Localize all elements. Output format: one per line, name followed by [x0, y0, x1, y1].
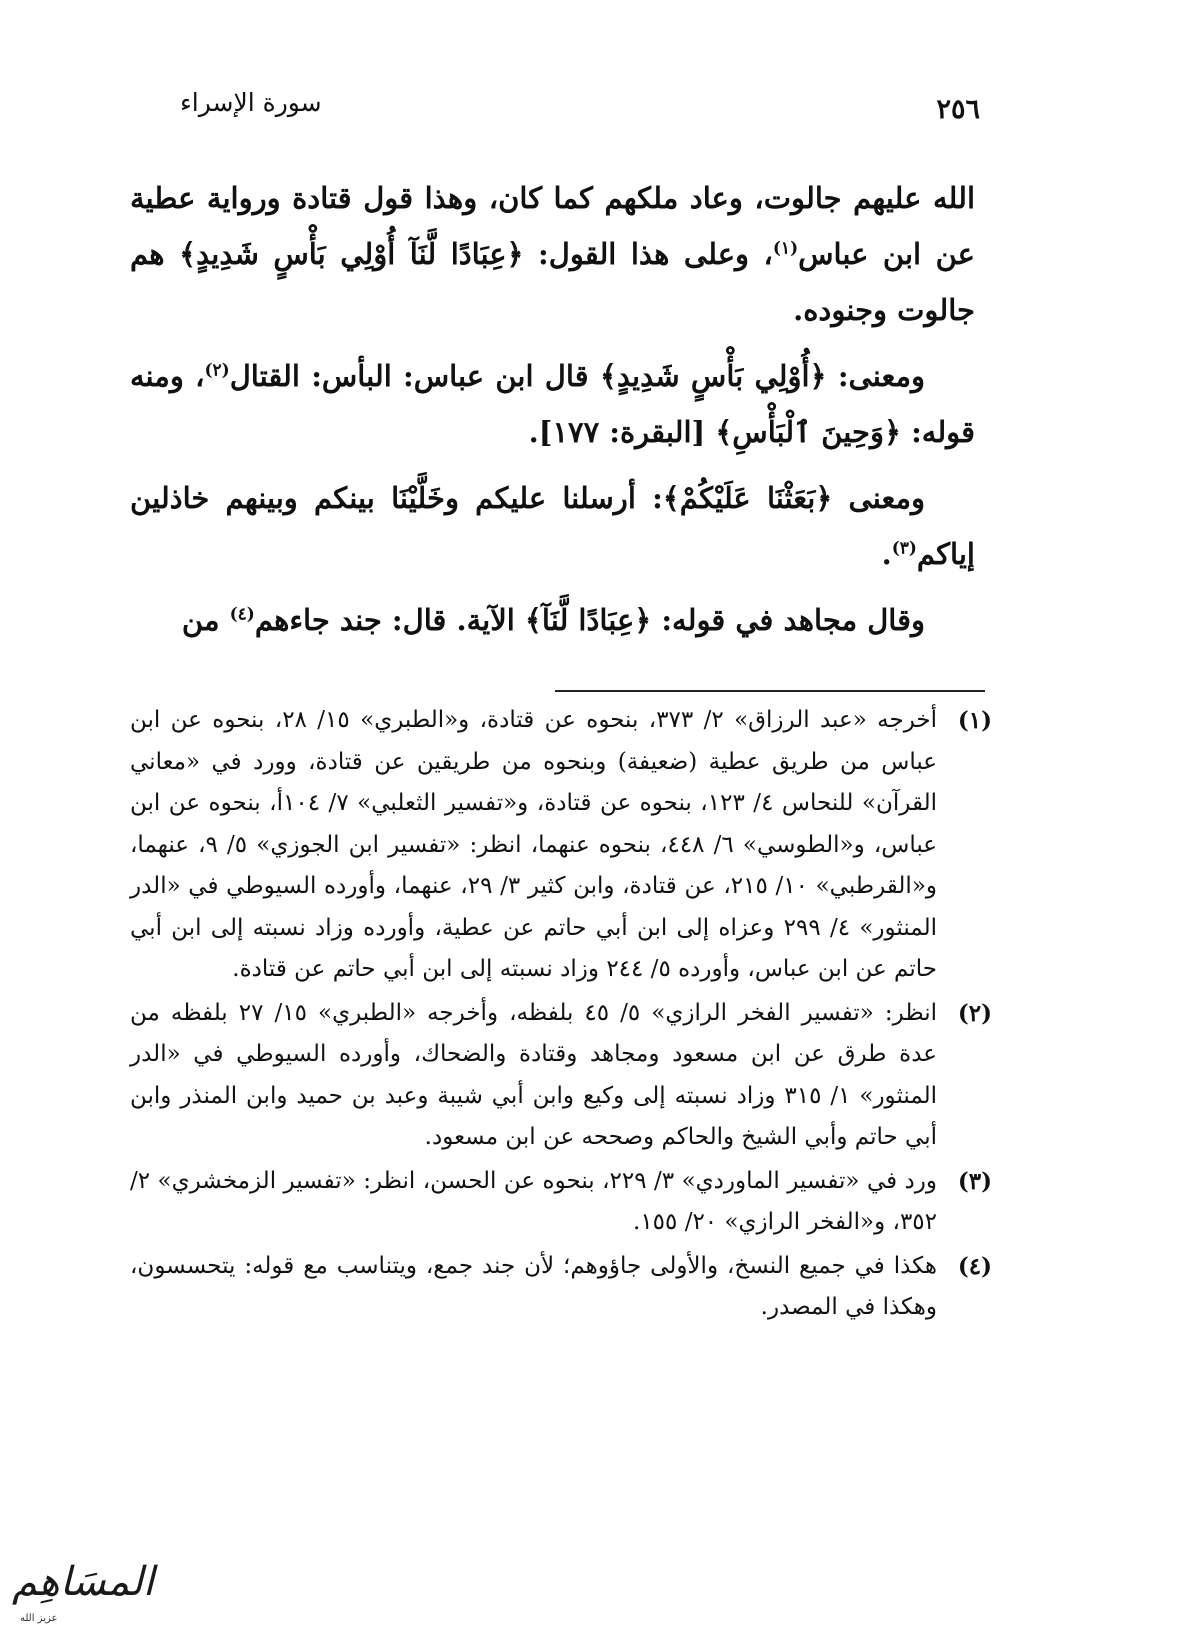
- paragraph-2-text: ومعنى: ﴿أُوْلِي بَأْسٍ شَدِيدٍ﴾ قال ابن عباس: البأس: القتال: [229, 359, 925, 393]
- footnote: [130, 1246, 992, 1329]
- paragraph-4-tail: من: [181, 603, 230, 637]
- paragraph-1-text: الله عليهم جالوت، وعاد ملكهم كما كان، وهذا قول قتادة ورواية عطية عن ابن عباس: [130, 181, 975, 271]
- paragraph-2: [130, 348, 975, 460]
- footnote-number: (٣): [957, 1167, 992, 1195]
- footnote-text: هكذا في جميع النسخ، والأولى جاؤوهم؛ لأن جند جمع، ويتناسب مع قوله: يتحسسون، وهكذا في المصدر.: [130, 1252, 937, 1320]
- footnotes: [130, 700, 992, 1331]
- paragraph-4: [130, 592, 975, 648]
- paragraph-3: [130, 470, 975, 582]
- paragraph-3-tail: .: [881, 537, 892, 571]
- paragraph-3-text: ومعنى ﴿بَعَثْنَا عَلَيْكُمْ﴾: أرسلنا عليكم وخَلَّيْنَا بينكم وبينهم خاذلين إياكم: [130, 481, 975, 571]
- paragraph-1: [130, 170, 975, 338]
- logo-subtext: عزيز الله: [20, 1613, 58, 1624]
- logo-text: المسَاهِم: [12, 1559, 155, 1605]
- footnote-divider: [555, 690, 985, 692]
- footnote-ref-4: (٤): [229, 604, 255, 625]
- footnote-number: (٤): [957, 1252, 992, 1280]
- footnote-ref-1: (١): [772, 238, 799, 259]
- footnote-number: (٢): [957, 999, 992, 1027]
- paragraph-2-tail: ، ومنه قوله: ﴿وَحِينَ ٱلْبَأْسِ﴾ [البقرة: ١٧٧].: [130, 359, 975, 449]
- footnote-ref-2: (٢): [204, 360, 230, 381]
- surah-title: سورة الإسراء: [180, 88, 322, 117]
- paragraph-4-text: وقال مجاهد في قوله: ﴿عِبَادًا لَّنَآ﴾ الآية. قال: جند جاءهم: [254, 603, 925, 637]
- publisher-logo: [6, 1555, 155, 1635]
- footnote: [130, 700, 992, 991]
- footnote-ref-3: (٣): [891, 538, 917, 559]
- footnote-text: أخرجه «عبد الرزاق» ٢/ ٣٧٣، بنحوه عن قتادة، و«الطبري» ١٥/ ٢٨، بنحوه عن ابن عباس من طريق عطية (ضعيفة) وبنحوه من طريقين عن قتادة، وورد في «معاني القرآن» للنحاس ٤/ ١٢٣، بنحوه عن قتادة، و«تفسير الثعلبي» ٧/ ١٠٤أ، بنحوه عن ابن عباس، و«الطوسي» ٦/ ٤٤٨، بنحوه عنهما، انظر: «تفسير ابن الجوزي» ٥/ ٩، عنهما، و«القرطبي» ١٠/ ٢١٥، عن قتادة، وابن كثير ٣/ ٢٩، عنهما، وأورده السيوطي في «الدر المنثور» ٤/ ٢٩٩ وعزاه إلى ابن أبي حاتم عن عطية، وأورده وزاد نسبته إلى ابن أبي حاتم عن ابن عباس، وأورده ٥/ ٢٤٤ وزاد نسبته إلى ابن أبي حاتم عن قتادة.: [130, 707, 938, 982]
- paragraph-1-tail: ، وعلى هذا القول: ﴿عِبَادًا لَّنَآ أُوْلِي بَأْسٍ شَدِيدٍ﴾ هم جالوت وجنوده.: [130, 237, 975, 327]
- main-text: [130, 170, 975, 658]
- page-number: ٢٥٦: [936, 94, 980, 125]
- footnote-text: ورد في «تفسير الماوردي» ٣/ ٢٢٩، بنحوه عن الحسن، انظر: «تفسير الزمخشري» ٢/ ٣٥٢، و«الفخر الرازي» ٢٠/ ١٥٥.: [130, 1167, 937, 1235]
- footnote: [130, 993, 992, 1159]
- footnote: [130, 1161, 992, 1244]
- footnote-number: (١): [957, 707, 992, 734]
- footnote-text: انظر: «تفسير الفخر الرازي» ٥/ ٤٥ بلفظه، وأخرجه «الطبري» ١٥/ ٢٧ بلفظه من عدة طرق عن ابن مسعود ومجاهد وقتادة والضحاك، وأورده السيوطي في «الدر المنثور» ١/ ٣١٥ وزاد نسبته إلى وكيع وابن أبي شيبة وعبد بن حميد وابن المنذر وابن أبي حاتم وأبي الشيخ والحاكم وصححه عن ابن مسعود.: [130, 999, 938, 1150]
- page-header: [180, 88, 980, 138]
